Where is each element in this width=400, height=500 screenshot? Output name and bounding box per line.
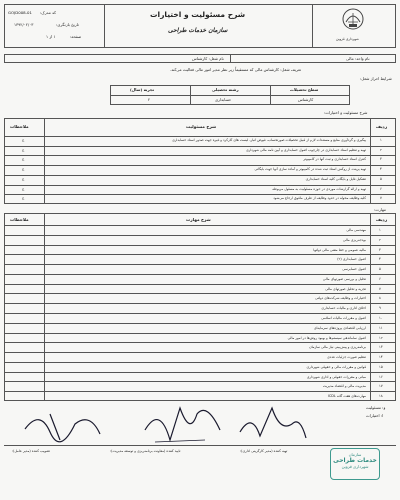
- skill-row-number: ۱۵: [379, 364, 383, 369]
- skill-row-text: تجزیه و تحلیل صورتهای مالی: [325, 286, 366, 291]
- resp-row-number: ۲: [380, 147, 382, 152]
- resp-row-note: ج: [22, 147, 25, 152]
- skills-title: مهارت:: [374, 207, 386, 212]
- unit-name: نام واحد: مالی: [346, 55, 370, 61]
- legend-responsibility: و: مسئولیت: [366, 405, 386, 410]
- resp-row-text: تهیه و ارائه گزارشات موردی در حوزه مسئولیت به مسئول مربوطه: [272, 186, 366, 191]
- skill-row-text: اصول حسابداری (۲): [337, 257, 366, 262]
- skill-row-number: ۹: [379, 306, 381, 311]
- resp-row-text: کلیه وظایف محوله در حدود وظایف از طرف مافوق ارجاع می‌شود: [273, 196, 366, 201]
- skill-row-number: ۵: [379, 267, 381, 272]
- skill-row-text: تحلیل و بررسی صورتهای مالی: [322, 276, 366, 281]
- skill-row-text: مالیه عمومی و خط مشی مالی دولتها: [313, 247, 366, 252]
- legend-authority: ا: اختیارات: [366, 413, 384, 418]
- sig-preparer-label: تهیه کننده (مدیر کارگزینی اداری):: [240, 449, 288, 453]
- skill-row-number: ۱۸: [379, 394, 383, 399]
- doc-code-value: GOJD008-01: [8, 10, 33, 15]
- skill-row-number: ۱۱: [379, 325, 383, 330]
- resp-row-note: ج: [22, 157, 25, 162]
- conditions-title: شرایط احراز شغل:: [360, 76, 392, 81]
- job-name: نام شغل: کارشناس: [192, 55, 224, 61]
- resp-row-note: ج: [22, 138, 25, 142]
- resp-row-number: ۴: [380, 167, 382, 172]
- resp-row-note: ج: [22, 186, 25, 191]
- resp-row-note: ج: [22, 167, 25, 172]
- skill-row-text: تنظیم صورت جزئیات عددی: [327, 355, 366, 360]
- municipality-logo-icon: [338, 7, 368, 35]
- skill-row-number: ۱۳: [379, 345, 383, 350]
- sig-approver-label: تصویب کننده (مدیر عامل):: [12, 449, 50, 453]
- page-title: شرح مسئولیت و اختیارات: [150, 10, 246, 19]
- doc-code-label: کد مدرک:: [40, 10, 56, 15]
- signature-preparer: [232, 402, 312, 446]
- skill-row-number: ۱۰: [379, 316, 383, 320]
- skill-row-number: ۱۴: [379, 355, 383, 360]
- skill-row-number: ۳: [379, 247, 381, 252]
- resp-row-text: پیگیری و گردآوری منابع و مستندات لازم از قبیل تحصیلات صورتحساب، فیوض انبار، لیست های کارکرد و غیره جهت صدور اسناد حسابداری: [172, 138, 366, 142]
- resp-row-number: ۳: [380, 157, 382, 162]
- skill-row-number: ۱۲: [379, 335, 383, 340]
- resp-row-number: ۱: [380, 138, 382, 142]
- skill-row-number: ۲: [379, 237, 381, 242]
- revision-date-value: ۱۳۹۲/۰۲/۰۳: [14, 22, 34, 27]
- sig-confirmer-label: تایید کننده (معاونت برنامه‌ریزی و توسعه مدیریت):: [110, 449, 181, 453]
- revision-date-label: تاریخ بازنگری:: [56, 22, 79, 27]
- skill-row-text: ارزیابی اقتصادی پروژه‌های سرمایه‌ای: [313, 325, 366, 330]
- skill-row-number: ۷: [379, 286, 381, 291]
- resp-row-text: تهیه پرینت از روکش اسناد ثبت شده در کامپیوتر و آماده سازی آنها جهت بایگانی: [254, 167, 366, 172]
- logo-caption: شهرداری قزوین: [336, 37, 359, 41]
- skill-row-text: اخلاق اداری و مالیات حسابداری: [321, 306, 366, 311]
- page-value: ۱ از ۱: [46, 34, 56, 39]
- skill-row-text: اصول ساماندهی سیستم‌ها و بهبود روش‌ها در امور مالی: [287, 335, 366, 340]
- resp-row-number: ۵: [380, 176, 382, 181]
- skill-row-text: اصول حسابرسی: [342, 267, 366, 272]
- resp-row-number: ۷: [380, 196, 382, 201]
- resp-row-text: تهیه و تنظیم اسناد حسابداری در چارچوب اصول حسابداری و آیین نامه مالی شهرداری: [245, 147, 366, 152]
- skill-row-number: ۸: [379, 296, 381, 301]
- resp-row-note: ج: [22, 196, 25, 201]
- resp-row-text: کنترل اسناد حسابداری و ثبت آنها در کامپیوتر: [303, 157, 366, 162]
- job-definition: تعریف شغل: کارشناس مالی که مستقیماً زیر نظر مدیر امور مالی فعالیت می‌کند.: [170, 67, 302, 72]
- skill-row-number: ۱۷: [379, 384, 383, 389]
- skill-row-text: اختیارات و وظایف شرکت‌های دولتی: [315, 296, 366, 301]
- skill-row-number: ۴: [379, 257, 381, 262]
- page-subtitle: سازمان خدمات طراحی: [168, 27, 228, 34]
- skill-row-text: مهندسی مالی: [346, 228, 366, 232]
- skill-row-text: مهارت‌های هفت گانه ICDL: [327, 394, 366, 399]
- skill-row-text: مدیریت مالی و اقتصاد مدیریت: [322, 384, 366, 389]
- resp-row-note: ج: [22, 176, 25, 181]
- document-page: کد مدرک: GOJD008-01 تاریخ بازنگری: ۱۳۹۲/۰۲/۰۳ صفحه: ۱ از ۱ شرح مسئولیت و اختیارات سازمان خدمات طراحی شهرداری قزوین نام واحد: مالی نام شغل: کارشناس تعریف شغل: کارشناس مالی که مستقیماً زیر نظر مدیر امور مالی فعالیت می‌کند. شرایط احراز شغل: سطح تحصیلات رشته تحصیلی تجربه (سال) کارشناس حسابداری ۲ شرح مسئولیت و اختیارات: ردیف شرح مسئولیت ملاحظات ۱ پیگیری و گردآوری منابع و مستندات لازم از قبیل تحصیلات صورتحساب، فیوض انبار، لیست های کارکرد و غیره جهت صدور اسناد حسابداری ج ۲ تهیه و تنظیم اسناد حسابداری در چارچوب اصول حسابداری و آیین نامه مالی شهرداری ج ۳ کنترل اسناد حسابداری و ثبت آنها در کامپیوتر ج ۴ تهیه پرینت از روکش اسناد ثبت شده در کامپیوتر و آماده سازی آنها جهت بایگانی ج ۵ تشکیل فایل و بایگانی کلیه اسناد حسابداری ج ۶ تهیه و ارائه گزارشات موردی در حوزه مسئولیت به مسئول مربوطه ج ۷ کلیه وظایف محوله در حدود وظایف از طرف مافوق ارجاع می‌شود ج مهارت: ردیف شرح مهارت ملاحظات ۱ مهندسی مالی ۲ بودجه‌ریزی مالی ۳ مالیه عمومی و خط مشی مالی دولتها ۴ اصول حسابداری (۲) ۵ اصول حسابرسی ۶ تحلیل و بررسی صورتهای مالی ۷ تجزیه و تحلیل صورتهای مالی ۸ اختیارات و وظایف شرکت‌های دولتی ۹ اخلاق اداری و مالیات حسابداری ۱۰ اصول و مقررات مالیات اسلامی ۱۱ ارزیابی اقتصادی پروژه‌های سرمایه‌ای ۱۲ اصول ساماندهی سیستم‌ها و بهبود روش‌ها در امور مالی ۱۳ برنامه‌ریزی و پیش‌بینی نیاز مالی سازمان ۱۴ تنظیم صورت جزئیات عددی ۱۵ قوانین و مقررات مالی و حقوقی شهرداری ۱۶ مبانی و مقررات حقوقی و اداری شهرداری ۱۷ مدیریت مالی و اقتصاد مدیریت ۱۸ مهارت‌های هفت گانه ICDL و: مسئولیت ا: اختیارات تصویب کننده (مدیر عامل): تایید کننده (معاونت برنامه‌ریزی و توسعه مدیریت): تهیه کننده (مدیر کارگزینی اداری): سازمان خدمات طراحی شهرداری قزوین: [0, 0, 400, 500]
- skill-row-number: ۱۶: [379, 374, 383, 379]
- page-label: صفحه:: [70, 34, 82, 39]
- skill-row-text: اصول و مقررات مالیات اسلامی: [321, 316, 366, 320]
- skill-row-text: برنامه‌ریزی و پیش‌بینی نیاز مالی سازمان: [309, 345, 366, 350]
- signature-ceo: [20, 404, 110, 444]
- resp-row-number: ۶: [380, 186, 382, 191]
- skill-row-text: قوانین و مقررات مالی و حقوقی شهرداری: [306, 364, 366, 369]
- resp-row-text: تشکیل فایل و بایگانی کلیه اسناد حسابداری: [305, 176, 366, 181]
- organization-stamp: سازمان خدمات طراحی شهرداری قزوین: [330, 448, 380, 480]
- signature-deputy: [135, 400, 230, 448]
- skill-row-text: بودجه‌ریزی مالی: [342, 237, 366, 242]
- skill-row-number: ۶: [379, 276, 381, 281]
- responsibilities-title: شرح مسئولیت و اختیارات:: [324, 110, 368, 115]
- skill-row-text: مبانی و مقررات حقوقی و اداری شهرداری: [306, 374, 366, 379]
- skill-row-number: ۱: [379, 228, 381, 232]
